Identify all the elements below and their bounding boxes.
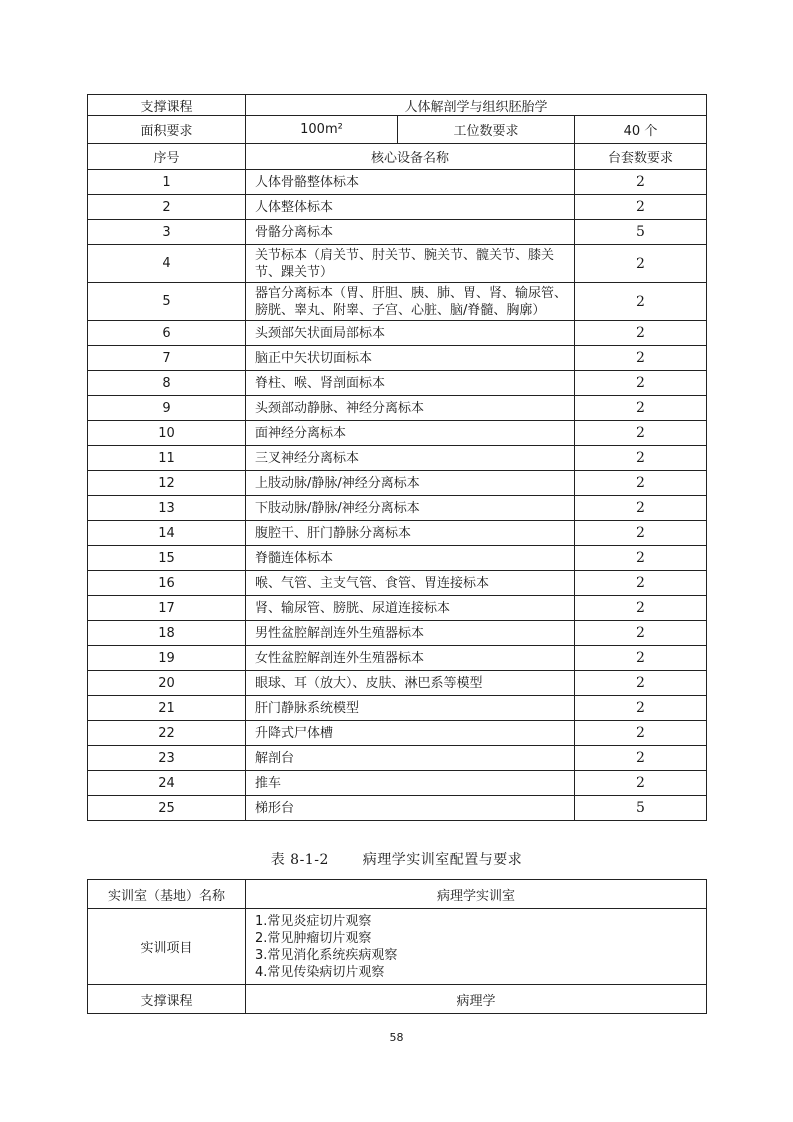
equipment-name: 脊髓连体标本 — [246, 546, 575, 571]
equipment-count: 2 — [575, 696, 707, 721]
table-row — [88, 646, 707, 671]
table-row — [88, 521, 707, 546]
equipment-name: 上肢动脉/静脉/神经分离标本 — [246, 471, 575, 496]
table-row — [88, 245, 707, 283]
equipment-name: 解剖台 — [246, 746, 575, 771]
equipment-count: 2 — [575, 521, 707, 546]
equipment-name: 人体骨骼整体标本 — [246, 170, 575, 195]
table-row — [88, 546, 707, 571]
table-row — [88, 746, 707, 771]
table-row — [88, 321, 707, 346]
caption-title: 病理学实训室配置与要求 — [362, 852, 523, 868]
equipment-count: 5 — [575, 796, 707, 821]
project-item: 1.常见炎症切片观察 — [255, 913, 372, 929]
table-row — [88, 170, 707, 195]
project-item: 3.常见消化系统疾病观察 — [255, 947, 398, 963]
equipment-name: 三叉神经分离标本 — [246, 446, 575, 471]
row-number: 4 — [88, 245, 246, 283]
equipment-count: 2 — [575, 471, 707, 496]
row-number: 19 — [88, 646, 246, 671]
table-row — [88, 371, 707, 396]
equipment-name: 眼球、耳（放大）、皮肤、淋巴系等模型 — [246, 671, 575, 696]
table-row — [88, 621, 707, 646]
row-number: 8 — [88, 371, 246, 396]
room-value: 病理学实训室 — [246, 880, 707, 909]
equipment-name: 脊柱、喉、肾剖面标本 — [246, 371, 575, 396]
equipment-count: 2 — [575, 446, 707, 471]
equipment-count: 2 — [575, 721, 707, 746]
equipment-name: 人体整体标本 — [246, 195, 575, 220]
table-row — [88, 796, 707, 821]
table-row — [88, 346, 707, 371]
lab-config-table — [87, 94, 707, 821]
equipment-count: 2 — [575, 746, 707, 771]
project-label: 实训项目 — [88, 909, 246, 985]
table-row — [88, 421, 707, 446]
support-course-row — [88, 95, 707, 116]
row-number: 11 — [88, 446, 246, 471]
equipment-name: 升降式尸体槽 — [246, 721, 575, 746]
area-label: 面积要求 — [88, 116, 246, 144]
equipment-count: 5 — [575, 220, 707, 245]
equipment-count: 2 — [575, 621, 707, 646]
row-number: 6 — [88, 321, 246, 346]
table-row — [88, 596, 707, 621]
row-number: 22 — [88, 721, 246, 746]
equipment-count: 2 — [575, 546, 707, 571]
row-number: 5 — [88, 283, 246, 321]
support-course-row-2 — [88, 985, 707, 1014]
row-number: 16 — [88, 571, 246, 596]
project-item: 4.常见传染病切片观察 — [255, 964, 385, 980]
row-number: 10 — [88, 421, 246, 446]
row-number: 9 — [88, 396, 246, 421]
equipment-name: 头颈部矢状面局部标本 — [246, 321, 575, 346]
row-number: 24 — [88, 771, 246, 796]
workstation-value: 40 个 — [575, 116, 707, 144]
equipment-count: 2 — [575, 421, 707, 446]
page-number: 58 — [389, 1031, 404, 1044]
header-no: 序号 — [88, 144, 246, 170]
project-list — [246, 909, 707, 985]
support-course-value: 人体解剖学与组织胚胎学 — [246, 95, 707, 116]
table-row — [88, 496, 707, 521]
header-equipment-name: 核心设备名称 — [246, 144, 575, 170]
row-number: 25 — [88, 796, 246, 821]
equipment-count: 2 — [575, 321, 707, 346]
equipment-name: 面神经分离标本 — [246, 421, 575, 446]
equipment-name: 梯形台 — [246, 796, 575, 821]
area-value: 100m² — [246, 116, 398, 144]
equipment-name: 肝门静脉系统模型 — [246, 696, 575, 721]
workstation-label: 工位数要求 — [398, 116, 575, 144]
equipment-name: 推车 — [246, 771, 575, 796]
table-row — [88, 446, 707, 471]
row-number: 14 — [88, 521, 246, 546]
support-course-value-2: 病理学 — [246, 985, 707, 1014]
row-number: 15 — [88, 546, 246, 571]
row-number: 21 — [88, 696, 246, 721]
room-label: 实训室（基地）名称 — [88, 880, 246, 909]
equipment-name: 喉、气管、主支气管、食管、胃连接标本 — [246, 571, 575, 596]
equipment-name: 肾、输尿管、膀胱、尿道连接标本 — [246, 596, 575, 621]
equipment-count: 2 — [575, 170, 707, 195]
row-number: 23 — [88, 746, 246, 771]
equipment-count: 2 — [575, 671, 707, 696]
equipment-count: 2 — [575, 771, 707, 796]
equipment-count: 2 — [575, 646, 707, 671]
equipment-count: 2 — [575, 496, 707, 521]
equipment-name: 器官分离标本（胃、肝胆、胰、肺、胃、肾、输尿管、膀胱、睾丸、附睾、子宫、心脏、脑/脊髓、胸廓） — [246, 283, 575, 321]
row-number: 1 — [88, 170, 246, 195]
table-row — [88, 220, 707, 245]
equipment-count: 2 — [575, 245, 707, 283]
equipment-name: 腹腔干、肝门静脉分离标本 — [246, 521, 575, 546]
table-row — [88, 195, 707, 220]
project-row — [88, 909, 707, 985]
table-row — [88, 396, 707, 421]
equipment-count: 2 — [575, 596, 707, 621]
caption-number: 表 8-1-2 — [270, 852, 329, 868]
room-name-row — [88, 880, 707, 909]
row-number: 7 — [88, 346, 246, 371]
row-number: 18 — [88, 621, 246, 646]
equipment-count: 2 — [575, 195, 707, 220]
table-row — [88, 471, 707, 496]
equipment-count: 2 — [575, 283, 707, 321]
table-row — [88, 571, 707, 596]
support-course-label-2: 支撑课程 — [88, 985, 246, 1014]
table-row — [88, 283, 707, 321]
equipment-name: 骨骼分离标本 — [246, 220, 575, 245]
row-number: 2 — [88, 195, 246, 220]
equipment-count: 2 — [575, 346, 707, 371]
row-number: 3 — [88, 220, 246, 245]
row-number: 12 — [88, 471, 246, 496]
table-caption — [87, 849, 706, 869]
support-course-label: 支撑课程 — [88, 95, 246, 116]
row-number: 13 — [88, 496, 246, 521]
equipment-name: 男性盆腔解剖连外生殖器标本 — [246, 621, 575, 646]
project-item: 2.常见肿瘤切片观察 — [255, 930, 372, 946]
equipment-name: 女性盆腔解剖连外生殖器标本 — [246, 646, 575, 671]
equipment-count: 2 — [575, 396, 707, 421]
equipment-name: 下肢动脉/静脉/神经分离标本 — [246, 496, 575, 521]
row-number: 17 — [88, 596, 246, 621]
requirements-row — [88, 116, 707, 144]
equipment-name: 脑正中矢状切面标本 — [246, 346, 575, 371]
row-number: 20 — [88, 671, 246, 696]
equipment-name: 头颈部动静脉、神经分离标本 — [246, 396, 575, 421]
header-count: 台套数要求 — [575, 144, 707, 170]
table-row — [88, 671, 707, 696]
equipment-count: 2 — [575, 371, 707, 396]
equipment-count: 2 — [575, 571, 707, 596]
pathology-lab-table — [87, 879, 707, 1014]
table-header-row — [88, 144, 707, 170]
table-row — [88, 721, 707, 746]
equipment-name: 关节标本（肩关节、肘关节、腕关节、髋关节、膝关节、踝关节） — [246, 245, 575, 283]
table-row — [88, 696, 707, 721]
table-row — [88, 771, 707, 796]
